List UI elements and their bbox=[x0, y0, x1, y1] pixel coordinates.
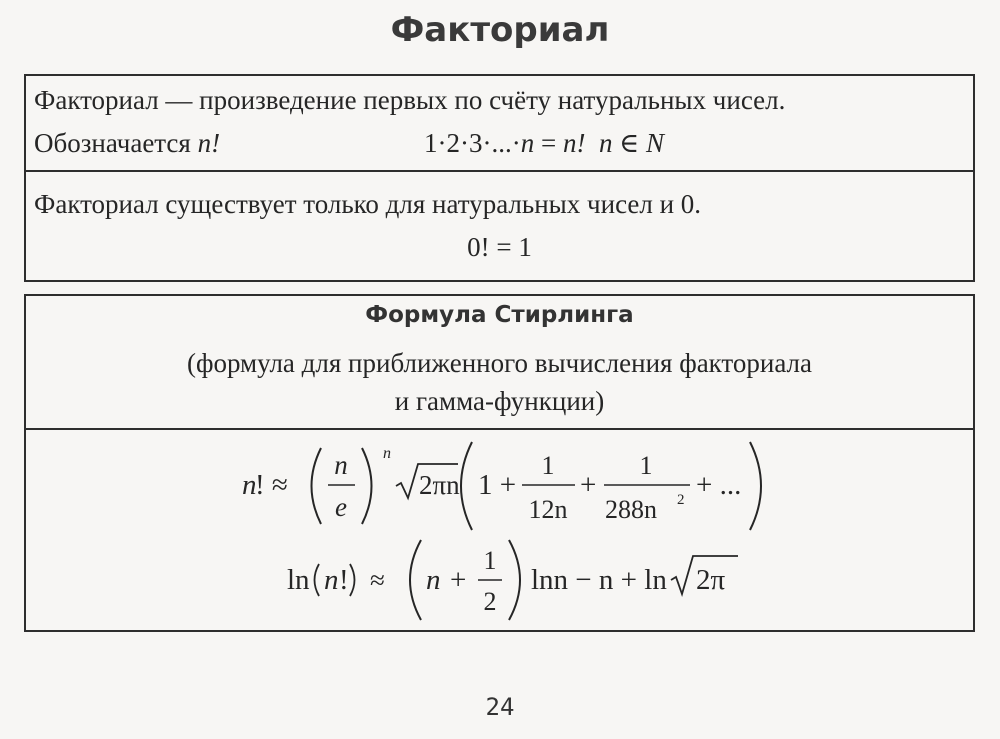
zero-factorial: 0! = 1 bbox=[467, 232, 532, 262]
f2-n: n bbox=[324, 564, 339, 596]
definition-box bbox=[24, 74, 975, 282]
f1-bang-approx: ! ≈ bbox=[255, 469, 288, 501]
f1-tail: + ... bbox=[696, 469, 742, 501]
formula-n: n bbox=[520, 128, 535, 158]
stirling-formula-factorial bbox=[242, 442, 761, 530]
page-number: 24 bbox=[485, 693, 515, 721]
f1-big-paren-left bbox=[461, 442, 472, 530]
f2-ln: ln bbox=[287, 564, 310, 596]
notation-symbol: n! bbox=[197, 128, 221, 158]
definition-sentence: Факториал — произведение первых по счёту натуральных чисел. bbox=[34, 85, 786, 115]
notation-line bbox=[34, 128, 220, 159]
f2-half-num: 1 bbox=[483, 546, 497, 575]
formula-in: ∈ bbox=[612, 128, 646, 158]
stirling-box bbox=[24, 294, 975, 632]
formula-nf: n! bbox=[562, 128, 586, 158]
f1-paren-right bbox=[362, 448, 372, 524]
f2-big-paren-left bbox=[410, 540, 421, 620]
formula-set-n: n bbox=[598, 128, 613, 158]
f2-sqrt-body: 2π bbox=[696, 564, 726, 596]
f1-t2-den: 288n bbox=[605, 495, 657, 524]
factorial-product-formula bbox=[424, 128, 664, 159]
stirling-formulas bbox=[26, 430, 973, 630]
f2-bang: ! bbox=[339, 564, 349, 596]
existence-sentence: Факториал существует только для натуральных чисел и 0. bbox=[34, 189, 702, 219]
stirling-heading: Формула Стирлинга bbox=[365, 302, 634, 328]
f1-t2-den-exp: 2 bbox=[677, 492, 685, 508]
f1-frac-num: n bbox=[334, 450, 348, 480]
f1-t1-den: 12n bbox=[528, 495, 568, 524]
stirling-note-line2: и гамма-функции) bbox=[394, 386, 605, 416]
divider bbox=[26, 170, 973, 172]
f1-t2-num: 1 bbox=[639, 451, 653, 480]
f1-lhs: n bbox=[242, 469, 257, 501]
f1-big-paren-right bbox=[750, 442, 761, 530]
f1-exponent: n bbox=[383, 445, 391, 462]
f1-sqrt-body: 2πn bbox=[419, 470, 460, 500]
formula-set-N: N bbox=[645, 128, 664, 158]
f2-rest: lnn − n + ln bbox=[531, 564, 667, 596]
f2-approx: ≈ bbox=[370, 565, 385, 595]
f1-plus: + bbox=[580, 469, 597, 501]
f1-frac-den: e bbox=[335, 492, 347, 522]
f2-big-paren-right bbox=[509, 540, 520, 620]
formula-eq: = bbox=[534, 128, 563, 158]
f2-paren-right bbox=[350, 564, 355, 596]
f2-n2: n bbox=[426, 564, 441, 596]
formula-lead: 1·2·3·...· bbox=[424, 128, 521, 158]
stirling-note-line1: (формула для приближенного вычисления факториала bbox=[186, 348, 813, 378]
page-title: Факториал bbox=[390, 10, 610, 50]
f1-one-plus: 1 + bbox=[478, 469, 517, 501]
f2-paren-left bbox=[315, 564, 320, 596]
f2-half-den: 2 bbox=[483, 587, 497, 616]
f2-plus: + bbox=[450, 564, 467, 596]
stirling-formula-log bbox=[287, 540, 738, 620]
notation-prefix: Обозначается bbox=[34, 128, 198, 158]
f1-t1-num: 1 bbox=[541, 451, 555, 480]
f1-paren-left bbox=[312, 448, 322, 524]
